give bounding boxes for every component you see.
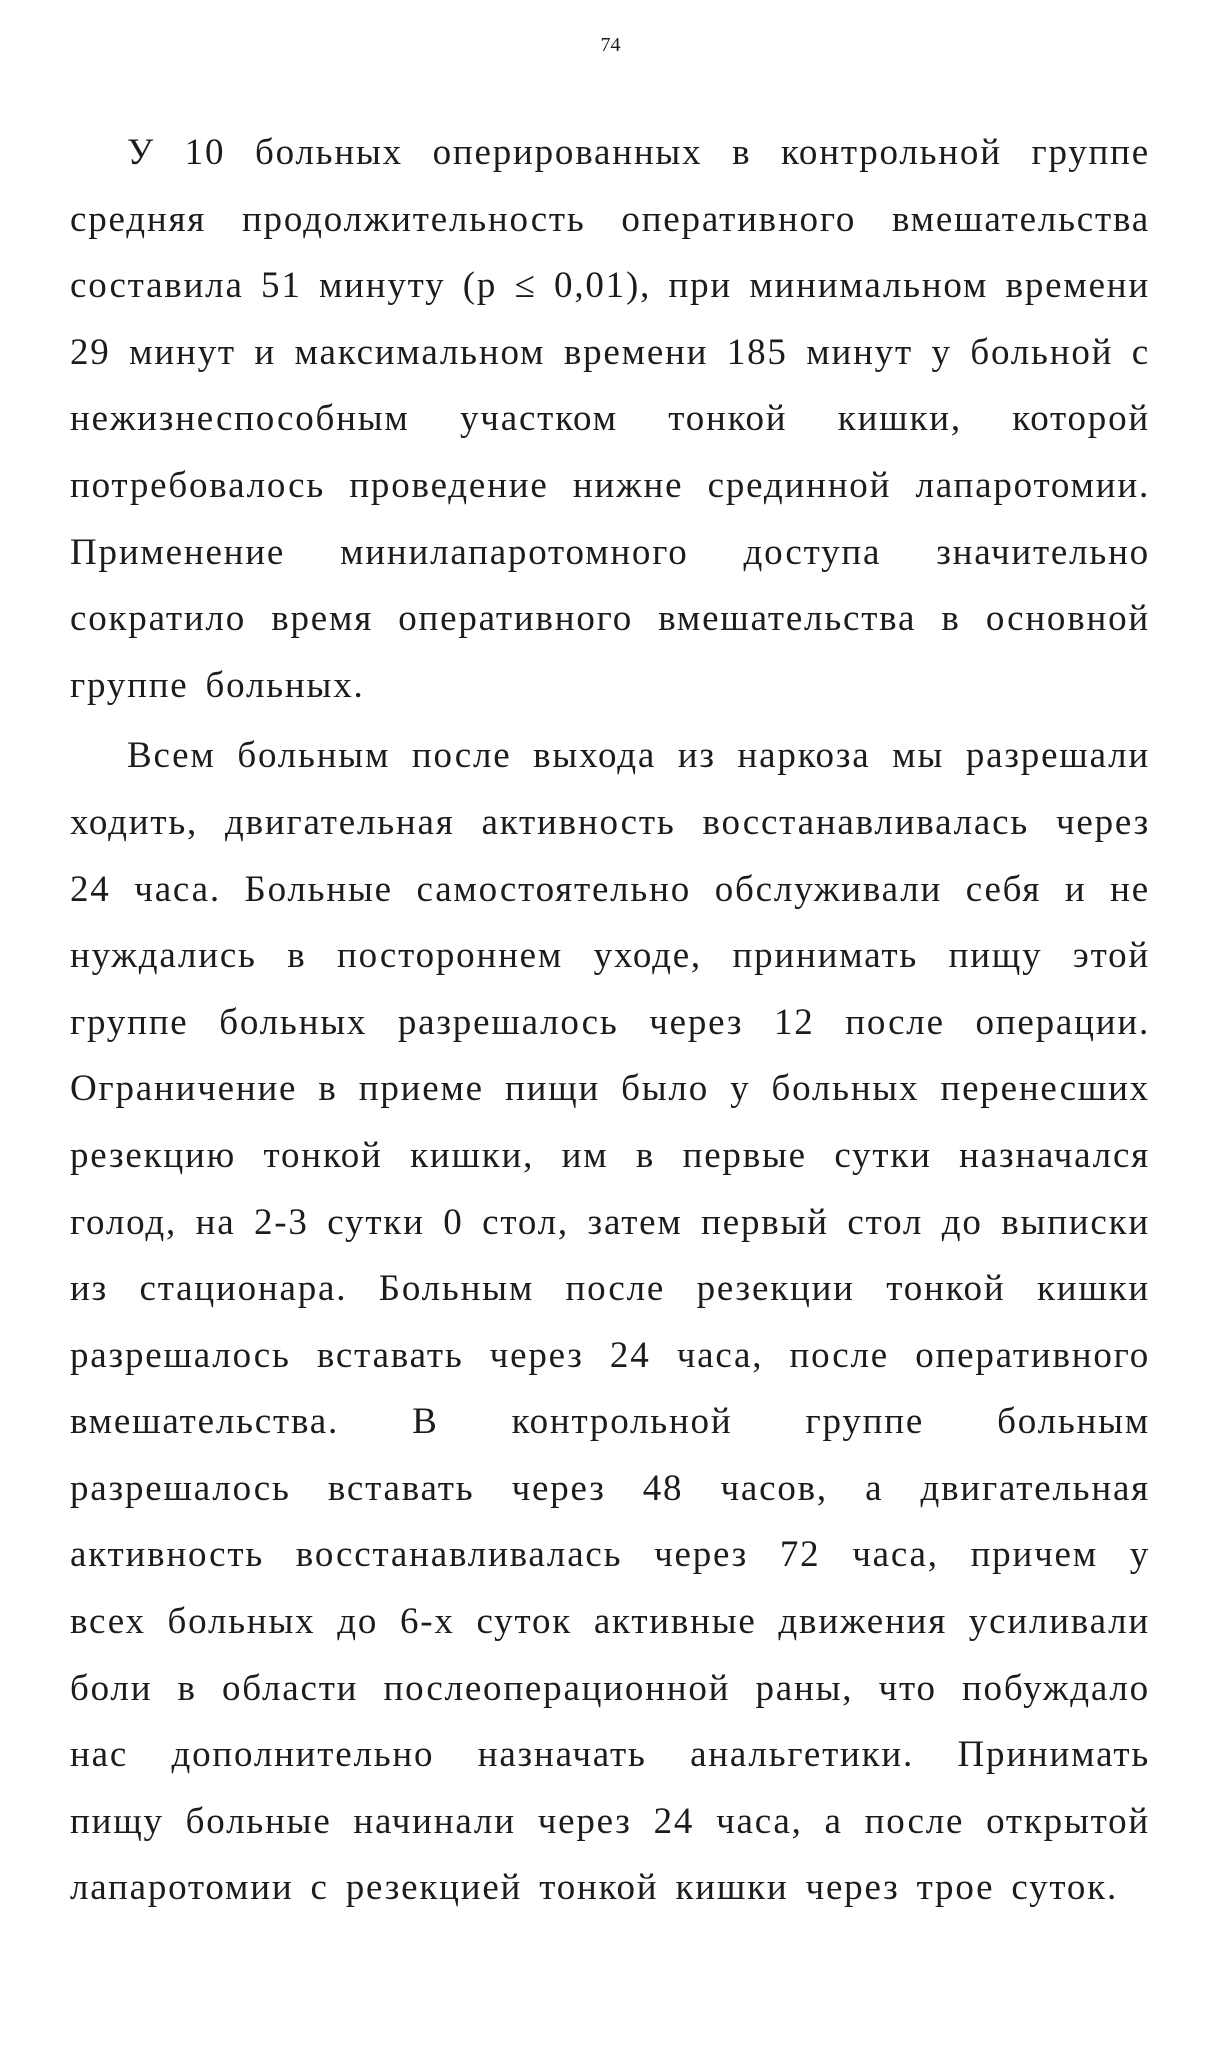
page-number: 74 [600,34,621,56]
paragraph-operation-duration: У 10 больных оперированных в контрольной группе средняя продолжительность оперативного вмешательства составила 51 минуту (р ≤ 0,01), при минимальном времени 29 минут и максимальном времени 185 минут у больной с нежизнеспособным участком тонкой кишки, которой потребовалось проведение нижне срединной лапаротомии. Применение минилапаротомного доступа значительно сократило время оперативного вмешательства в основной группе больных. [70,132,1150,706]
body-text [70,120,1150,1926]
paragraph-postoperative-regimen: Всем больным после выхода из наркоза мы разрешали ходить, двигательная активность восстанавливалась через 24 часа. Больные самостоятельно обслуживали себя и не нуждались в постороннем уходе, принимать пищу этой группе больных разрешалось через 12 после операции. Ограничение в приеме пищи было у больных перенесших резекцию тонкой кишки, им в первые сутки назначался голод, на 2-3 сутки 0 стол, затем первый стол до выписки из стационара. Больным после резекции тонкой кишки разрешалось вставать через 24 часа, после оперативного вмешательства. В контрольной группе больным разрешалось вставать через 48 часов, а двигательная активность восстанавливалась через 72 часа, причем у всех больных до 6-х суток активные движения усиливали боли в области послеоперационной раны, что побуждало нас дополнительно назначать анальгетики. Принимать пищу больные начинали через 24 часа, а после открытой лапаротомии с резекцией тонкой кишки через трое суток. [70,735,1150,1909]
